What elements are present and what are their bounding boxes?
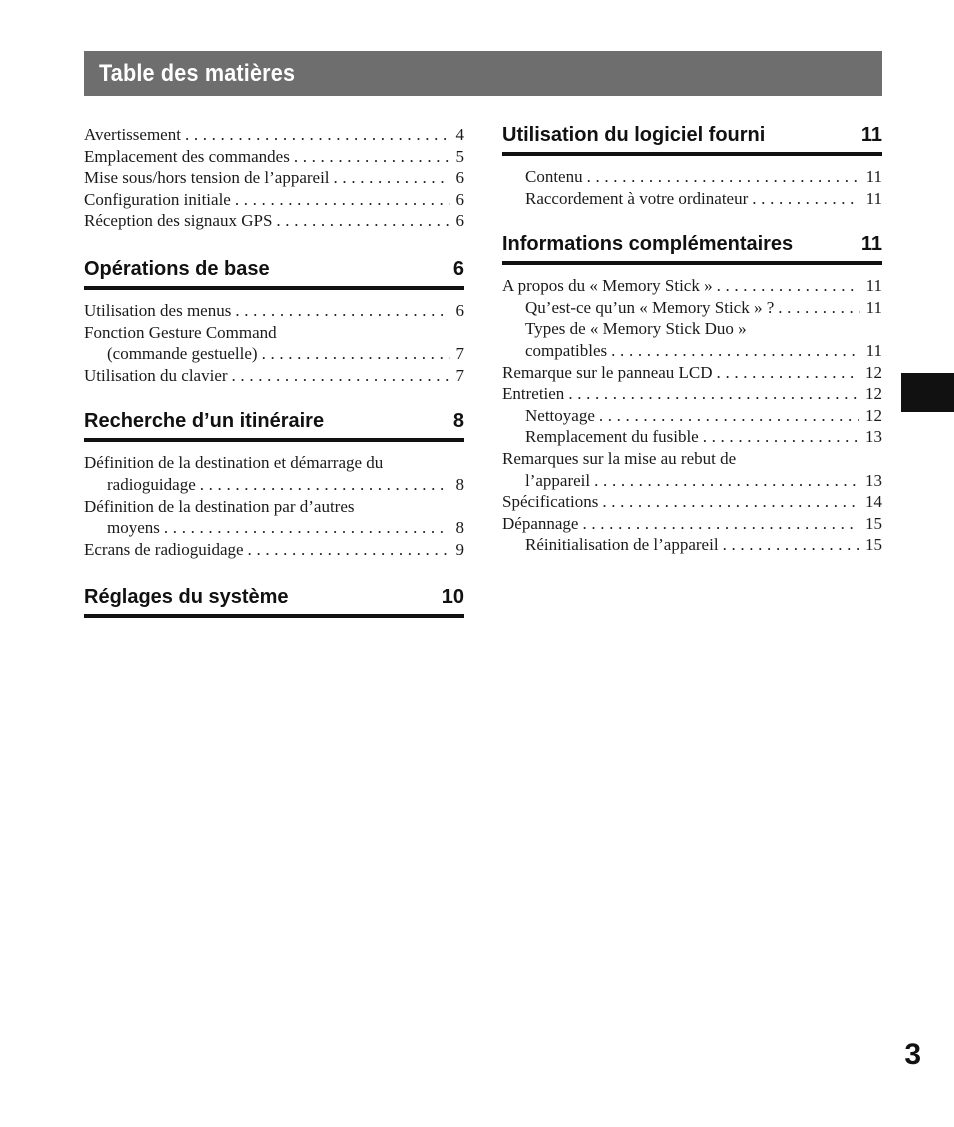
toc-entry-label: Nettoyage: [525, 405, 595, 425]
toc-entry-label: Qu’est-ce qu’un « Memory Stick » ?: [525, 297, 775, 317]
section-heading-page: 8: [452, 410, 464, 433]
toc-entry[interactable]: [84, 539, 464, 561]
toc-entry-page: 11: [865, 188, 882, 208]
toc-entry[interactable]: [502, 405, 882, 427]
toc-entry-first-line[interactable]: Types de « Memory Stick Duo »: [525, 319, 747, 339]
section-heading-page: 11: [860, 124, 882, 146]
toc-entry-page: 11: [865, 276, 882, 296]
section-heading-page: 11: [860, 233, 882, 256]
section-heading-title: Réglages du système: [84, 586, 289, 609]
section-heading[interactable]: [84, 410, 464, 442]
toc-entry-label: Raccordement à votre ordinateur: [525, 188, 749, 208]
toc-entry-page: 15: [865, 535, 882, 555]
toc-entry-label: Ecrans de radioguidage: [84, 539, 244, 559]
toc-entry-page: 9: [455, 539, 464, 559]
toc-entry-label: Dépannage: [502, 513, 579, 533]
toc-entry-page: 4: [455, 125, 464, 144]
toc-entry-page: 7: [455, 344, 464, 364]
toc-entry-page: 7: [455, 365, 464, 385]
title-banner: [84, 51, 882, 96]
toc-entry-label: Configuration initiale: [84, 189, 231, 209]
toc-entry-page: 6: [455, 168, 464, 188]
toc-entry-page: 14: [865, 492, 882, 512]
toc-entry-page: 6: [455, 211, 464, 231]
toc-entry[interactable]: [84, 210, 464, 232]
toc-entry-page: 6: [455, 300, 464, 320]
toc-entry[interactable]: [502, 275, 882, 297]
toc-entry-label: l’appareil: [525, 470, 591, 490]
section-heading-title: Opérations de base: [84, 257, 270, 280]
toc-entry-page: 5: [455, 146, 464, 166]
section-heading-title: Utilisation du logiciel fourni: [502, 124, 766, 146]
toc-entry-label: Avertissement: [84, 125, 181, 144]
toc-entry[interactable]: [502, 362, 882, 384]
page-title: Table des matières: [99, 59, 296, 87]
section-heading[interactable]: [84, 586, 464, 618]
toc-entry-label: moyens: [107, 518, 160, 538]
toc-intro-list: [84, 124, 464, 232]
toc-entry[interactable]: [84, 517, 464, 539]
toc-entry-first-line[interactable]: Définition de la destination et démarrage du: [84, 453, 384, 473]
section-heading[interactable]: [84, 258, 464, 290]
toc-entry[interactable]: [502, 534, 882, 556]
section-heading-page: 6: [452, 257, 464, 280]
page-number: 3: [904, 1038, 921, 1071]
toc-entry-page: 11: [865, 340, 882, 360]
toc-section-software: [502, 124, 882, 209]
toc-entry-label: radioguidage: [107, 474, 196, 494]
toc-entry-page: 8: [455, 518, 464, 538]
toc-entry-label: Utilisation des menus: [84, 300, 232, 320]
toc-entry[interactable]: [502, 340, 882, 362]
toc-entry[interactable]: [502, 426, 882, 448]
toc-entry-label: Spécifications: [502, 492, 599, 512]
section-heading-page: 10: [441, 586, 464, 609]
section-heading[interactable]: [502, 124, 882, 156]
toc-left-column: [84, 124, 464, 642]
toc-section-settings: [84, 586, 464, 618]
toc-entry-label: Utilisation du clavier: [84, 365, 228, 385]
toc-entry-page: 8: [455, 474, 464, 494]
toc-entry[interactable]: [84, 167, 464, 189]
toc-section-info: [502, 233, 882, 556]
toc-entry-label: Remarque sur le panneau LCD: [502, 362, 713, 382]
toc-entry-page: 13: [865, 427, 882, 447]
toc-entry-page: 12: [865, 384, 882, 404]
toc-entry-page: 12: [865, 362, 882, 382]
toc-entry-label: Réception des signaux GPS: [84, 211, 273, 231]
toc-entry[interactable]: [84, 146, 464, 168]
toc-entry-page: 11: [865, 297, 882, 317]
toc-entry-label: Remplacement du fusible: [525, 427, 699, 447]
toc-entry[interactable]: [502, 491, 882, 513]
section-heading-title: Recherche d’un itinéraire: [84, 410, 325, 433]
toc-entry-page: 15: [865, 513, 882, 533]
toc-entry[interactable]: [84, 474, 464, 496]
toc-entry-page: 6: [455, 189, 464, 209]
toc-entry-label: Contenu: [525, 167, 583, 186]
toc-entry[interactable]: [502, 470, 882, 492]
section-heading-title: Informations complémentaires: [502, 233, 794, 256]
toc-entry[interactable]: [84, 189, 464, 211]
toc-entry[interactable]: [84, 343, 464, 365]
toc-section-operations: [84, 258, 464, 386]
toc-entry[interactable]: [84, 365, 464, 387]
toc-entry-label: Mise sous/hors tension de l’appareil: [84, 168, 330, 188]
toc-entry-page: 11: [865, 167, 882, 186]
toc-entry-label: A propos du « Memory Stick »: [502, 276, 713, 296]
toc-entry-label: Réinitialisation de l’appareil: [525, 535, 719, 555]
toc-entry-first-line[interactable]: Remarques sur la mise au rebut de: [502, 448, 737, 468]
toc-entry[interactable]: [502, 166, 882, 188]
toc-entry-page: 13: [865, 470, 882, 490]
chapter-tab-marker: [901, 373, 954, 412]
toc-entry-first-line[interactable]: Fonction Gesture Command: [84, 322, 277, 342]
toc-entry-page: 12: [865, 405, 882, 425]
toc-entry-label: compatibles: [525, 340, 608, 360]
toc-entry[interactable]: [502, 297, 882, 319]
toc-entry-label: Entretien: [502, 384, 565, 404]
toc-section-route: [84, 410, 464, 560]
toc-entry[interactable]: [84, 300, 464, 322]
toc-entry[interactable]: [502, 188, 882, 210]
toc-entry-label: Emplacement des commandes: [84, 146, 290, 166]
toc-entry[interactable]: [502, 513, 882, 535]
section-heading[interactable]: [502, 233, 882, 265]
toc-entry-label: (commande gestuelle): [107, 344, 258, 364]
toc-right-column: [502, 124, 882, 580]
toc-entry[interactable]: [84, 124, 464, 146]
toc-entry[interactable]: [502, 383, 882, 405]
toc-entry-first-line[interactable]: Définition de la destination par d’autres: [84, 496, 355, 516]
